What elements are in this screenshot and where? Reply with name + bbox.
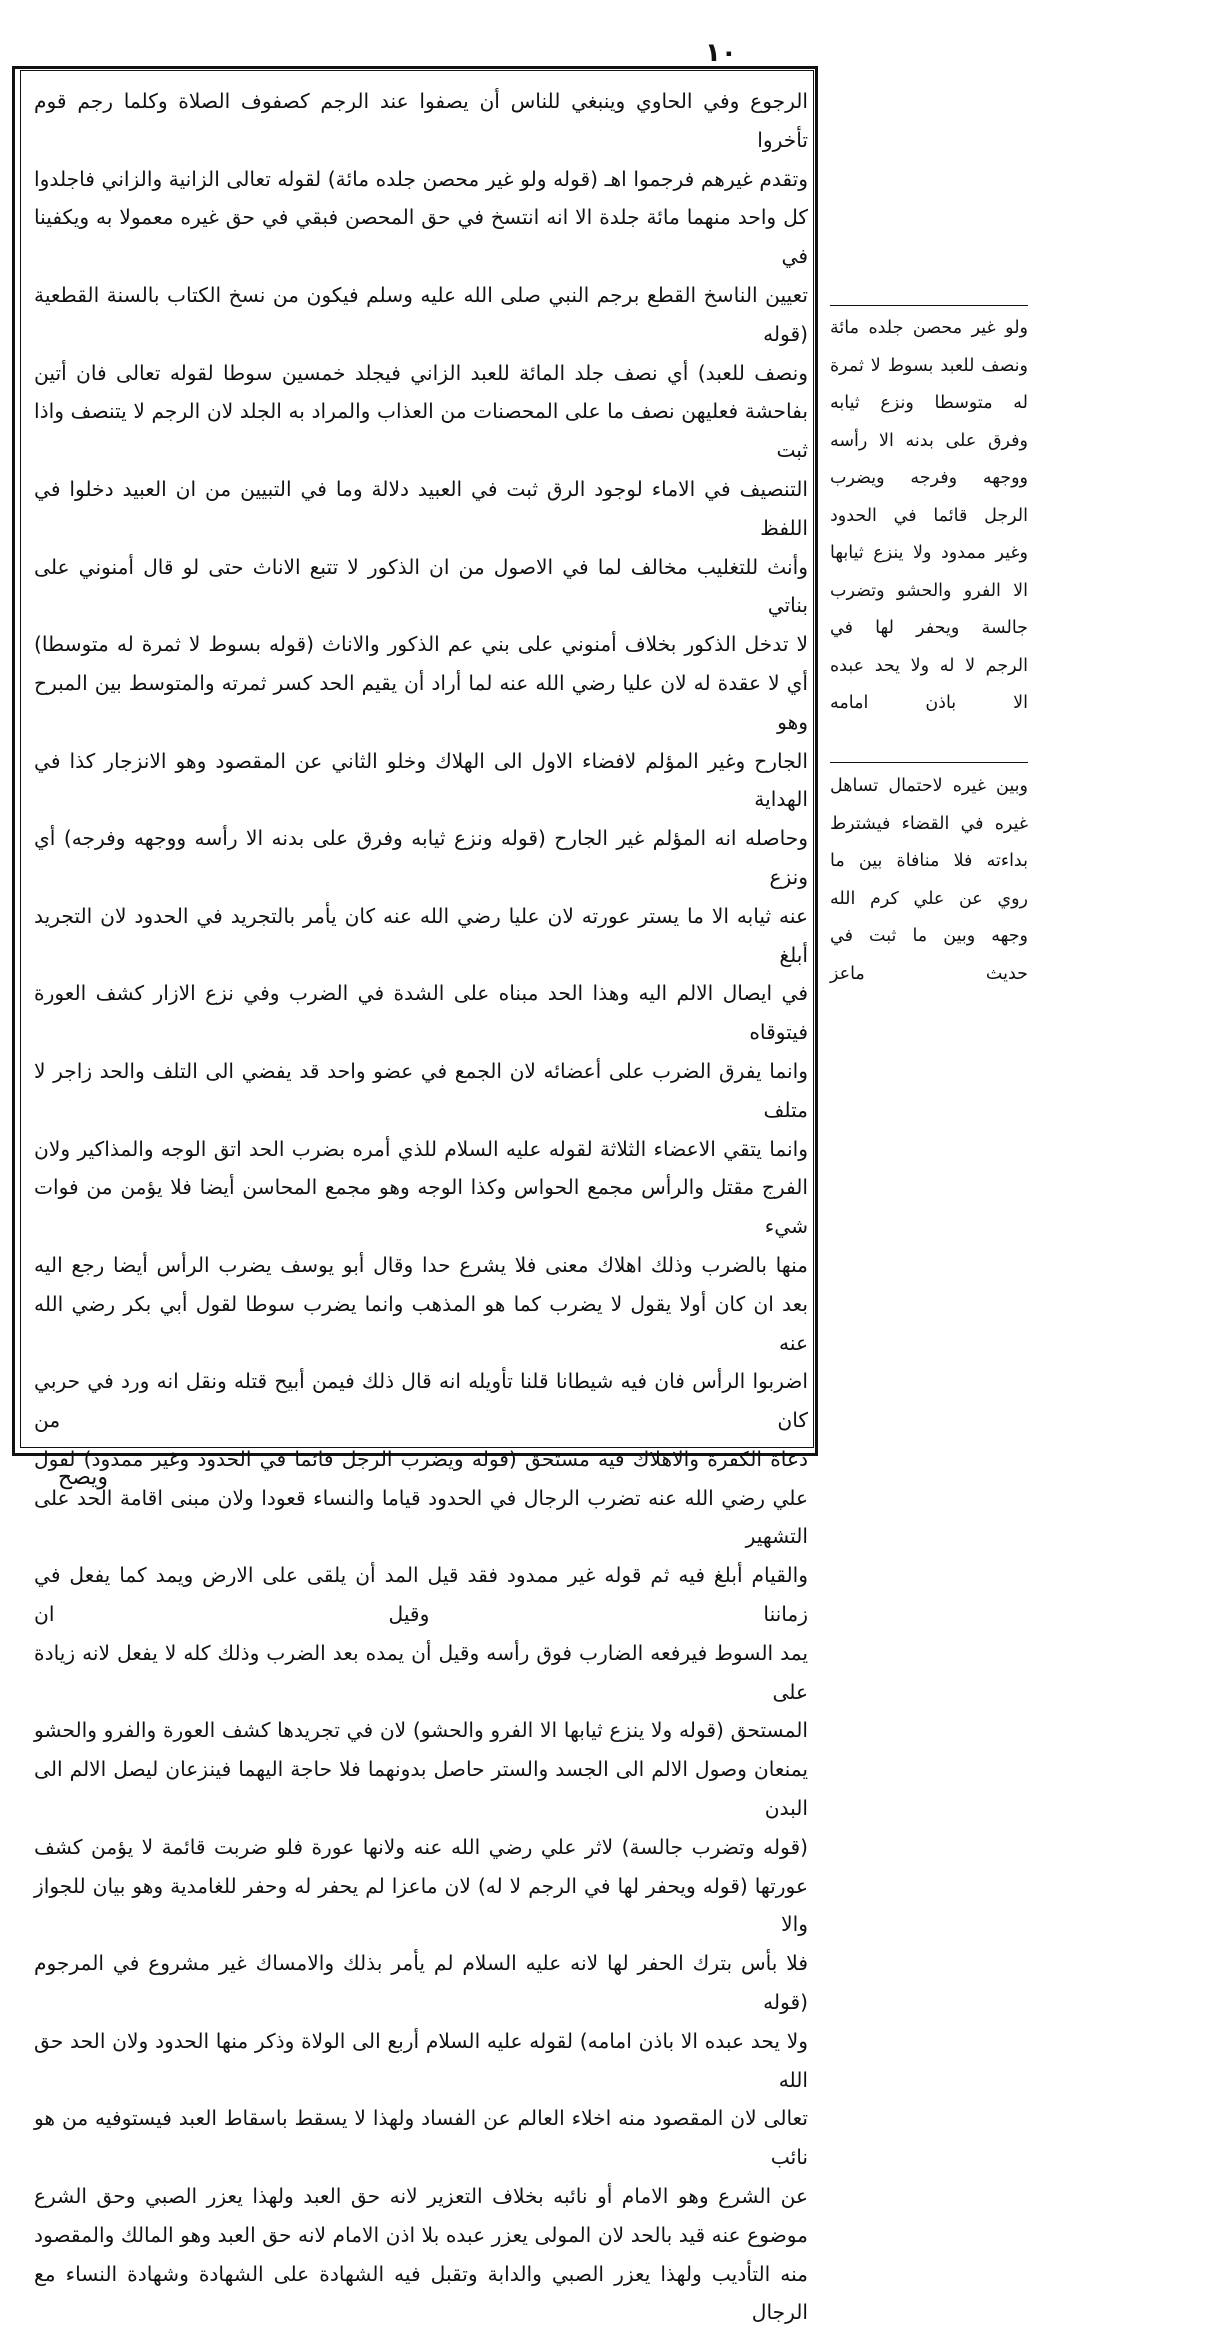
page-number: ١٠: [705, 38, 737, 68]
side-note-line: وغير ممدود ولا ينزع ثيابها: [830, 543, 1028, 563]
text-line: عورتها (قوله ويحفر لها في الرجم لا له) لان ماعزا لم يحفر له وحفر للغامدية وهو بيان للجواز والا: [34, 1873, 808, 1937]
text-line: فلا بأس بترك الحفر لها لانه عليه السلام لم يأمر بذلك والامساك غير مشروع في المرجوم (قوله: [34, 1951, 808, 2015]
side-note-line: حديث ماعز: [830, 963, 1028, 984]
text-line: الجارح وغير المؤلم لافضاء الاول الى الهلاك وخلو الثاني عن المقصود وهو الانزجار كذا في الهداية: [34, 748, 808, 812]
text-line: تعالى لان المقصود منه اخلاء العالم عن الفساد ولهذا لا يسقط باسقاط العبد فيستوفيه من هو نائب: [34, 2106, 808, 2170]
text-line: يمد السوط فيرفعه الضارب فوق رأسه وقيل أن يمده بعد الضرب وذلك كله لا يفعل لانه زيادة على: [34, 1640, 808, 1704]
side-note-line: الا الفرو والحشو وتضرب: [830, 580, 1028, 601]
text-line: منها بالضرب وذلك اهلاك معنى فلا يشرع حدا وقال أبو يوسف يضرب الرأس أيضا رجع اليه: [34, 1252, 808, 1277]
text-line: ونصف للعبد) أي نصف جلد المائة للعبد الزاني فيجلد خمسين سوطا لقوله تعالى فان أتين: [34, 360, 808, 385]
side-note-line: وجهه وبين ما ثبت في: [830, 926, 1028, 946]
text-line: والقيام أبلغ فيه ثم قوله غير ممدود فقد قيل المد أن يلقى على الارض ويمد كما يفعل في زماننا وقيل ان: [34, 1563, 808, 1627]
text-line: منه التأديب ولهذا يعزر الصبي والدابة وتقبل فيه الشهادة على الشهادة وشهادة النساء مع الرجال: [34, 2261, 808, 2325]
text-line: بعد ان كان أولا يقول لا يضرب كما هو المذهب وانما يضرب سوطا لقول أبي بكر رضي الله عنه: [34, 1291, 808, 1355]
side-note-line: ولو غير محصن جلده مائة: [830, 318, 1028, 338]
side-note-line: ووجهه وفرجه ويضرب: [830, 468, 1028, 488]
text-line: في ايصال الالم اليه وهذا الحد مبناه على الشدة في الضرب وفي نزع الازار كشف العورة فيتوقاه: [34, 981, 808, 1045]
text-line: (قوله وتضرب جالسة) لاثر علي رضي الله عنه ولانها عورة فلو ضربت قائمة لا يؤمن كشف: [34, 1834, 808, 1859]
text-line: عنه ثيابه الا ما يستر عورته لان عليا رضي الله عنه كان يأمر بالتجريد في الحدود لان التجريد أبلغ: [34, 903, 808, 967]
side-note-rule-top: [830, 305, 1028, 306]
text-line: عن الشرع وهو الامام أو نائبه بخلاف التعزير لانه حق العبد ولهذا يعزر الصبي وحق الشرع: [34, 2184, 808, 2209]
side-note-line: غيره في القضاء فيشترط: [830, 813, 1028, 834]
text-line: لا تدخل الذكور بخلاف أمنوني على بني عم الذكور والاناث (قوله بسوط لا ثمرة له متوسطا): [34, 632, 808, 657]
text-line: علي رضي الله عنه تضرب الرجال في الحدود قياما والنساء قعودا ولان مبنى اقامة الحد على التشهير: [34, 1485, 808, 1549]
side-note-line: روي عن علي كرم الله: [830, 888, 1028, 909]
side-note-matn: [830, 310, 1028, 723]
text-line: كل واحد منهما مائة جلدة الا انه انتسخ في حق المحصن فبقي في حق غيره معمولا به ويكفينا في: [34, 205, 808, 269]
side-note-line: بداءته فلا منافاة بين ما: [830, 851, 1028, 871]
text-line: وانما يفرق الضرب على أعضائه لان الجمع في عضو واحد قد يفضي الى التلف والحد زاجر لا متلف: [34, 1058, 808, 1122]
text-line: دعاة الكفرة والاهلاك فيه مستحق (قوله ويضرب الرجل قائما في الحدود وغير ممدود) لقول: [34, 1446, 808, 1471]
side-note-gloss: [830, 768, 1028, 993]
text-line: بفاحشة فعليهن نصف ما على المحصنات من العذاب والمراد به الجلد لان الرجم لا يتنصف واذا ثبت: [34, 399, 808, 463]
side-note-line: الرجم لا له ولا يحد عبده: [830, 655, 1028, 676]
text-line: تعيين الناسخ القطع برجم النبي صلى الله عليه وسلم فيكون من نسخ الكتاب بالسنة القطعية (قوله: [34, 282, 808, 346]
side-note-line: له متوسطا ونزع ثيابه: [830, 393, 1028, 413]
text-line: الرجوع وفي الحاوي وينبغي للناس أن يصفوا عند الرجم كصفوف الصلاة وكلما رجم قوم تأخروا: [34, 89, 808, 152]
text-line: وانما يتقي الاعضاء الثلاثة لقوله عليه السلام للذي أمره بضرب الحد اتق الوجه والمذاكير ولان: [34, 1136, 808, 1161]
side-note-line: ونصف للعبد بسوط لا ثمرة: [830, 355, 1028, 376]
side-note-rule-mid: [830, 762, 1028, 763]
text-line: موضوع عنه قيد بالحد لان المولى يعزر عبده بلا اذن الامام لانه حق العبد وهو المالك والمقصود: [34, 2222, 808, 2247]
side-note-line: الرجل قائما في الحدود: [830, 505, 1028, 526]
side-note-line: وبين غيره لاحتمال تساهل: [830, 776, 1028, 796]
catchword: ويصح: [58, 1465, 109, 1490]
side-note-line: وفرق على بدنه الا رأسه: [830, 430, 1028, 451]
text-line: وتقدم غيرهم فرجموا اهـ (قوله ولو غير محصن جلده مائة) لقوله تعالى الزانية والزاني فاجلدوا: [34, 166, 808, 191]
text-line: يمنعان وصول الالم الى الجسد والستر حاصل بدونهما فلا حاجة اليهما فينزعان ليصل الالم الى البدن: [34, 1757, 808, 1821]
text-line: اضربوا الرأس فان فيه شيطانا قلنا تأويله انه قال ذلك فيمن أبيح قتله ونقل انه ورد في حربي كان من: [34, 1369, 808, 1433]
text-line: وأنث للتغليب مخالف لما في الاصول من ان الذكور لا تتبع الاناث حتى لو قال أمنوني على بناتي: [34, 554, 808, 618]
side-note-line: الا باذن امامه: [830, 693, 1028, 713]
text-line: الفرج مقتل والرأس مجمع الحواس وكذا الوجه وهو مجمع المحاسن أيضا فلا يؤمن من فوات شيء: [34, 1175, 808, 1239]
text-line: وحاصله انه المؤلم غير الجارح (قوله ونزع ثيابه وفرق على بدنه الا رأسه ووجهه وفرجه) أي ونزع: [34, 826, 808, 889]
text-line: ولا يحد عبده الا باذن امامه) لقوله عليه السلام أربع الى الولاة وذكر منها الحدود ولان الحد حق الله: [34, 2028, 808, 2092]
text-line: أي لا عقدة له لان عليا رضي الله عنه لما أراد أن يقيم الحد كسر ثمرته والمتوسط بين المبرح وهو: [34, 670, 808, 734]
text-line: المستحق (قوله ولا ينزع ثيابها الا الفرو والحشو) لان في تجريدها كشف العورة والفرو والحشو: [34, 1718, 808, 1743]
text-line: التنصيف في الاماء لوجود الرق ثبت في العبيد دلالة وما في التبيين من ان العبيد دخلوا في اللفظ: [34, 476, 808, 540]
side-note-line: جالسة ويحفر لها في: [830, 618, 1028, 638]
